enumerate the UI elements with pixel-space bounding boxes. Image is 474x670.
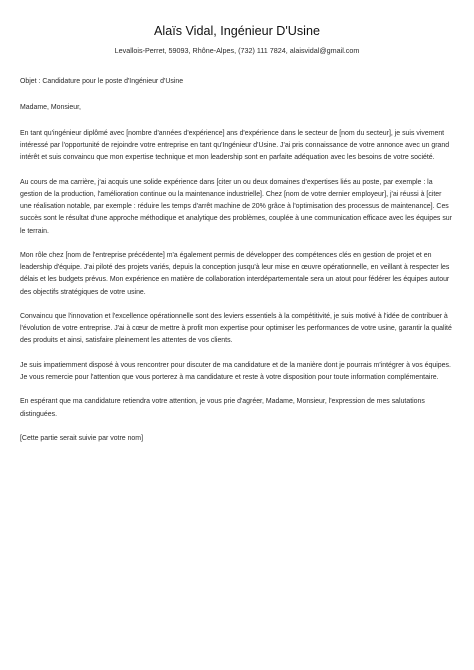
letter-paragraph-leadership: Mon rôle chez [nom de l'entreprise précédente] m'a également permis de développer des compétences clés en gestion de projet et en leadership d'équipe. J'ai piloté des projets variés, depuis la conception jusqu'à leur mise en œuvre opérationnelle, en veillant à respecter les délais et les budgets prévus. Mon expérience en matière de collaboration interdépartementale sera un atout pour fédérer les équipes autour des objectifs stratégiques de votre usine. [20,251,450,296]
letter-greeting: Madame, Monsieur, [20,103,81,111]
contact-info: Levallois-Perret, 59093, Rhône-Alpes, (732) 111 7824, alaisvidal@gmail.com [114,46,360,55]
letter-body [20,76,454,445]
letter-paragraph-intro: En tant qu'ingénieur diplômé avec [nombre d'années d'expérience] ans d'expérience dans le secteur de [nom du secteur], je suis vivement intéressé par l'opportunité de rejoindre votre entreprise en tant qu'Ingénieur d'Usine. J'ai pris connaissance de votre annonce avec un grand intérêt et suis convaincu que mon expertise technique et mon leadership sont en parfaite adéquation avec les besoins de votre société. [20,129,450,162]
letter-signature: [Cette partie serait suivie par votre nom] [20,434,144,442]
letter-subject: Objet : Candidature pour le poste d'Ingénieur d'Usine [20,78,184,85]
applicant-name-title: Alaïs Vidal, Ingénieur D'Usine [154,24,320,38]
letter-paragraph-availability: Je suis impatiemment disposé à vous rencontrer pour discuter de ma candidature et de la manière dont je pourrais m'intégrer à vos équipes. Je vous remercie pour l'attention que vous porterez à ma candidature et reste à votre disposition pour toute information complémentaire. [20,361,451,381]
letter-paragraph-closing: En espérant que ma candidature retiendra votre attention, je vous prie d'agréer, Madame, Monsieur, l'expression de mes salutations distinguées. [20,398,425,418]
letter-paragraph-experience: Au cours de ma carrière, j'ai acquis une solide expérience dans [citer un ou deux domaines d'expertises liés au poste, par exemple : la gestion de la production, l'amélioration continue ou la maintenance industrielle]. Chez [nom de votre dernier employeur], j'ai réussi à [citer une réalisation notable, par exemple : réduire les temps d'arrêt machine de 20% grâce à l'optimisation des processus de maintenance]. Ces succès sont le résultat d'une approche méthodique et analytique des problèmes, couplée à une communication efficace avec les équipes sur le terrain. [20,178,452,235]
letter-paragraph-motivation: Convaincu que l'innovation et l'excellence opérationnelle sont des leviers essentiels à la compétitivité, je suis motivé à l'idée de contribuer à l'évolution de votre entreprise. J'ai à cœur de mettre à profit mon expertise pour optimiser les performances de votre usine, garantir la qualité des produits et ainsi, satisfaire pleinement les attentes de vos clients. [20,312,452,345]
